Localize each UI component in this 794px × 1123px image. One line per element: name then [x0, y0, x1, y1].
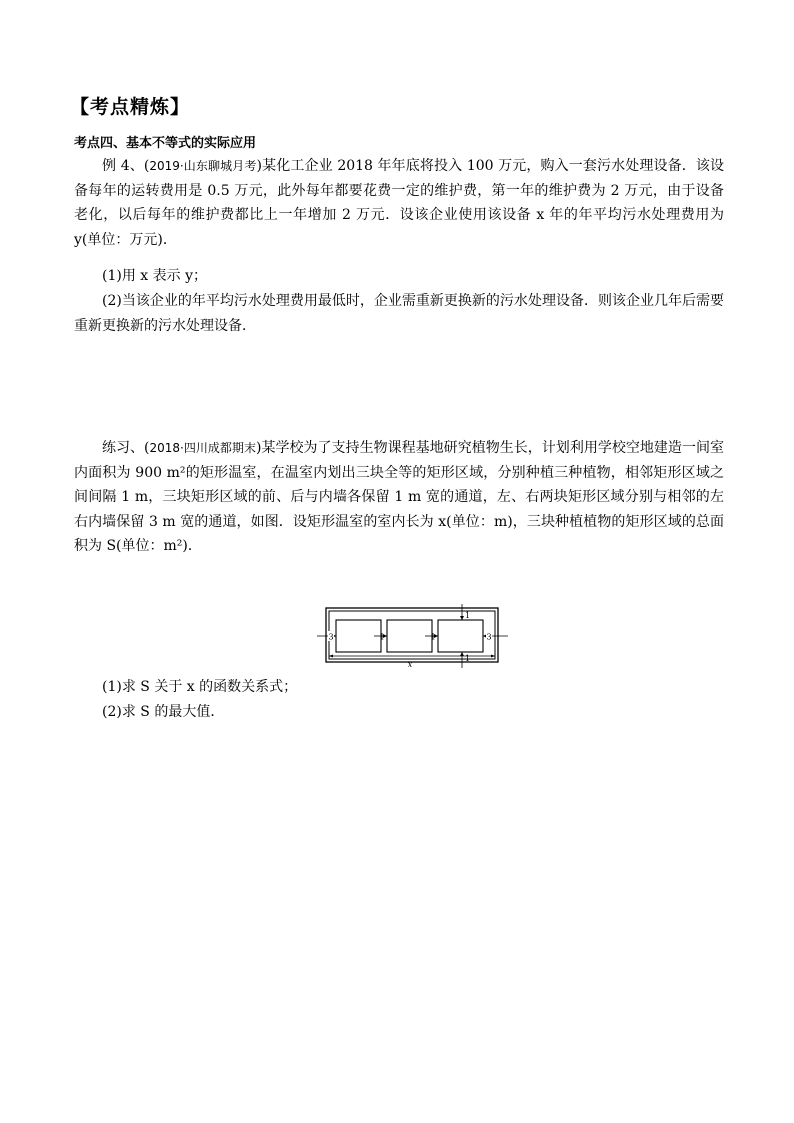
- exercise-paragraph: [74, 436, 724, 559]
- example-question-2: (2)当该企业的年平均污水处理费用最低时，企业需重新更换新的污水处理设备．则该企业几年后需要重新更换新的污水处理设备．: [74, 293, 724, 334]
- top-corridor-label: 1: [465, 611, 471, 620]
- example-paragraph: [74, 154, 724, 252]
- greenhouse-outer-wall: [326, 608, 498, 662]
- exercise-prefix: 练习、(: [102, 440, 150, 456]
- left-gap-label: 3: [328, 632, 334, 642]
- top-corridor-dimension: [460, 604, 470, 620]
- gap-1-dimension: [374, 633, 387, 642]
- bottom-corridor-dimension: [460, 652, 470, 668]
- gap-1-label: 1: [379, 632, 385, 642]
- right-gap-label: 3: [486, 632, 492, 642]
- gap-2-label: 1: [430, 632, 436, 642]
- gap-2-dimension: [425, 633, 438, 642]
- greenhouse-diagram: [312, 604, 512, 670]
- example-prefix: 例 4、(: [102, 158, 150, 174]
- bottom-corridor-label: 1: [465, 654, 471, 663]
- exercise-question-1: (1)求 S 关于 x 的函数关系式；: [102, 679, 298, 695]
- exercise-question-2: (2)求 S 的最大值．: [102, 704, 225, 720]
- exercise-source: 2018·四川成都期末: [149, 441, 256, 455]
- topic-subheading: 考点四、基本不等式的实际应用: [74, 136, 257, 151]
- example-question-1: (1)用 x 表示 y；: [102, 268, 207, 284]
- section-heading: 【考点精炼】: [70, 96, 191, 118]
- example-source: 2019·山东聊城月考: [149, 159, 257, 173]
- length-label: x: [407, 660, 413, 669]
- example-body: )某化工企业 2018 年年底将投入 100 万元，购入一套污水处理设备．该设备每年的运转费用是 0.5 万元，此外每年都要花费一定的维护费，第一年的维护费为 2 万元，由于设备老化，以后每年的维护费都比上一年增加 2 万元．设该企业使用该设备 x 年的年平均污水处理费用为 y(单位：万元)．: [74, 158, 724, 248]
- exercise-body: )某学校为了支持生物课程基地研究植物生长，计划利用学校空地建造一间室内面积为 900 m²的矩形温室，在温室内划出三块全等的矩形区域，分别种植三种植物，相邻矩形区域之间间隔 1 m，三块矩形区域的前、后与内墙各保留 1 m 宽的通道，左、右两块矩形区域分别与相邻的左右内墙保留 3 m 宽的通道，如图．设矩形温室的室内长为 x(单位：m)，三块种植植物的矩形区域的总面积为 S(单位：m²)．: [74, 440, 724, 554]
- plant-region-3: [438, 620, 483, 652]
